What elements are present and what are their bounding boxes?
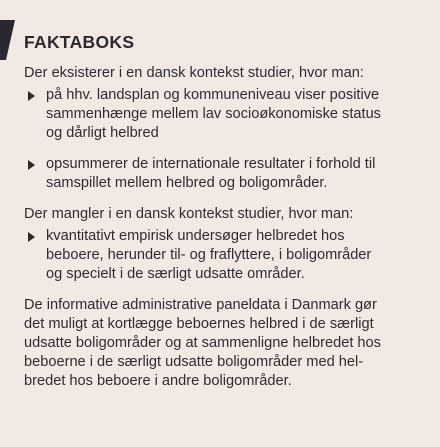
triangle-bullet-icon — [28, 160, 35, 170]
triangle-bullet-icon — [28, 232, 35, 242]
triangle-bullet-icon — [28, 91, 35, 101]
missing-studies-list — [24, 227, 430, 284]
section-intro-missing-studies: Der mangler i en dansk kontekst studier, hvor man: — [24, 206, 354, 222]
factbox-title: FAKTABOKS — [24, 32, 135, 52]
list-item-line: kvantitativt empirisk undersøger helbredet hos — [46, 228, 345, 244]
list-item — [24, 155, 430, 193]
list-item-line: opsummerer de internationale resultater i forhold til — [46, 156, 376, 172]
factbox-marker-icon — [0, 20, 15, 60]
list-item-line: beboere, herunder til- og fraflyttere, i boligområder — [46, 247, 372, 263]
paragraph-line: beboerne i de særligt udsatte boligområder med hel- — [24, 354, 364, 370]
section-intro-existing-studies: Der eksisterer i en dansk kontekst studier, hvor man: — [24, 65, 364, 81]
list-item-line: på hhv. landsplan og kommuneniveau viser positive — [46, 87, 380, 103]
existing-studies-list — [24, 86, 430, 193]
closing-paragraph — [24, 296, 430, 391]
list-item-line: sammenhænge mellem lav socioøkonomiske status — [46, 106, 381, 122]
list-item-line: og specielt i de særligt udsatte områder. — [46, 266, 305, 282]
paragraph-line: De informative administrative paneldata i Danmark gør — [24, 297, 377, 313]
list-item — [24, 86, 430, 143]
factbox-content — [24, 64, 430, 391]
paragraph-line: det muligt at kortlægge beboernes helbred i de særligt — [24, 316, 374, 332]
list-item — [24, 227, 430, 284]
list-item-line: samspillet mellem helbred og boligområder. — [46, 175, 328, 191]
paragraph-line: bredet hos beboere i andre boligområder. — [24, 373, 292, 389]
paragraph-line: udsatte boligområder og at sammenligne helbredet hos — [24, 335, 381, 351]
list-item-line: og dårligt helbred — [46, 125, 159, 141]
